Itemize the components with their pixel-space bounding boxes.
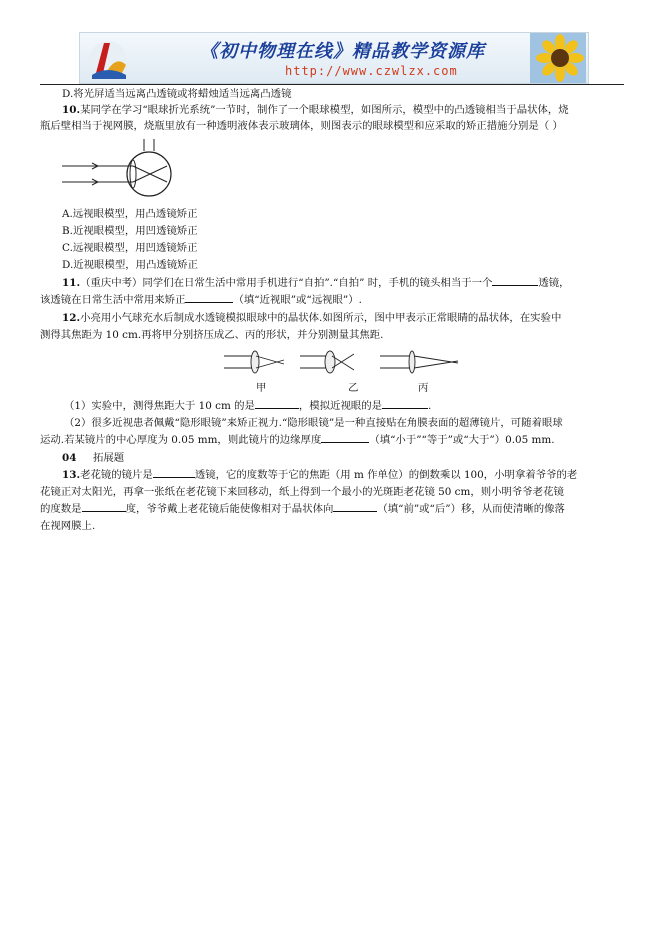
question-12-line-2: 测得其焦距为 10 cm.再将甲分别挤压成乙、丙的形状，并分别测量其焦距. [40, 329, 384, 341]
question-11-line-1 [62, 275, 646, 291]
header-divider [40, 84, 624, 85]
lens-yi [300, 351, 354, 373]
question-text: 度，爷爷戴上老花镜后能使像相对于晶状体向 [125, 503, 334, 515]
question-text: （填“小于”“等于”或“大于”）0.05 mm. [369, 434, 555, 446]
answer-blank[interactable] [82, 501, 126, 512]
question-10-line-2: 瓶后壁相当于视网膜，烧瓶里放有一种透明液体表示玻璃体，则图表示的眼球模型和应采取的矫正措施分别是（ ） [40, 120, 563, 132]
figure-label-yi: 乙 [348, 382, 359, 394]
question-12-part-2-line-1: （2）很多近视患者佩戴“隐形眼镜”来矫正视力.“隐形眼镜”是一种直接贴在角膜表面的超薄镜片，可随着眼球 [64, 417, 563, 429]
question-text: （填“近视眼”或“远视眼”）. [233, 294, 362, 306]
question-text: ，模拟近视眼的是 [298, 400, 383, 412]
question-text: 运动.若某镜片的中心厚度为 0.05 mm，则此镜片的边缘厚度 [40, 434, 322, 446]
option-a: A.远视眼模型，用凸透镜矫正 [62, 208, 198, 220]
lens-jia [224, 351, 284, 373]
option-b: B.近视眼模型，用凹透镜矫正 [62, 225, 198, 237]
question-text: 的度数是 [40, 503, 82, 515]
question-number: 13. [62, 469, 81, 481]
question-12-part-1 [64, 398, 648, 414]
question-number: 11. [62, 277, 81, 289]
eye-model-figure [62, 137, 182, 199]
question-number: 10. [62, 104, 81, 116]
option-d-previous: D.将光屏适当远离凸透镜或将蜡烛适当远离凸透镜 [62, 88, 292, 100]
question-text: （重庆中考）同学们在日常生活中常用手机进行“自拍”.“自拍” 时，手机的镜头相当于一个 [80, 277, 493, 289]
section-number: 04 [62, 452, 77, 464]
header-banner [79, 32, 589, 84]
answer-blank[interactable] [321, 432, 369, 443]
question-12-line-1 [62, 310, 646, 326]
header-title: 《初中物理在线》精品教学资源库 [200, 41, 485, 62]
question-11-line-2 [40, 292, 624, 308]
question-text: 该透镜在日常生活中常用来矫正 [40, 294, 186, 306]
question-text: （1）实验中，测得焦距大于 10 cm 的是 [64, 400, 255, 412]
site-logo-icon [86, 35, 130, 81]
question-text: . [428, 400, 432, 412]
option-d: D.近视眼模型，用凸透镜矫正 [62, 259, 198, 271]
question-number: 12. [62, 312, 81, 324]
question-13-line-1 [62, 467, 646, 483]
answer-blank[interactable] [333, 501, 377, 512]
answer-blank[interactable] [153, 467, 195, 478]
question-13-line-3 [40, 501, 624, 517]
figure-label-bing: 丙 [418, 382, 429, 394]
lens-bing [380, 351, 458, 373]
question-text: （填“前”或“后”）移，从而使清晰的像落 [377, 503, 565, 515]
question-text: 透镜， [538, 277, 570, 289]
answer-blank[interactable] [492, 275, 538, 286]
option-c: C.远视眼模型，用凹透镜矫正 [62, 242, 198, 254]
sunflower-icon [530, 33, 586, 83]
question-text: 某同学在学习“眼球折光系统”一节时，制作了一个眼球模型，如图所示，模型中的凸透镜相当于晶状体，烧 [80, 104, 569, 116]
question-12-part-2-line-2 [40, 432, 624, 448]
question-13-line-2: 花镜正对太阳光，再拿一张纸在老花镜下来回移动，纸上得到一个最小的光斑距老花镜 50 cm，则小明爷爷老花镜 [40, 486, 564, 498]
answer-blank[interactable] [185, 292, 233, 303]
question-text: 小亮用小气球充水后制成水透镜模拟眼球中的晶状体.如图所示，图中甲表示正常眼睛的晶状体，在实验中 [80, 312, 562, 324]
question-13-line-4: 在视网膜上. [40, 520, 96, 532]
question-text: 老花镜的镜片是 [80, 469, 153, 481]
question-text: 透镜，它的度数等于它的焦距（用 m 作单位）的倒数乘以 100，小明拿着爷爷的老 [194, 469, 578, 481]
answer-blank[interactable] [255, 398, 299, 409]
header-url[interactable]: http://www.czwlzx.com [285, 64, 458, 78]
question-10-line-1 [62, 102, 646, 118]
section-heading [62, 450, 646, 466]
answer-blank[interactable] [382, 398, 428, 409]
figure-label-jia: 甲 [256, 382, 267, 394]
section-title: 拓展题 [92, 452, 125, 464]
